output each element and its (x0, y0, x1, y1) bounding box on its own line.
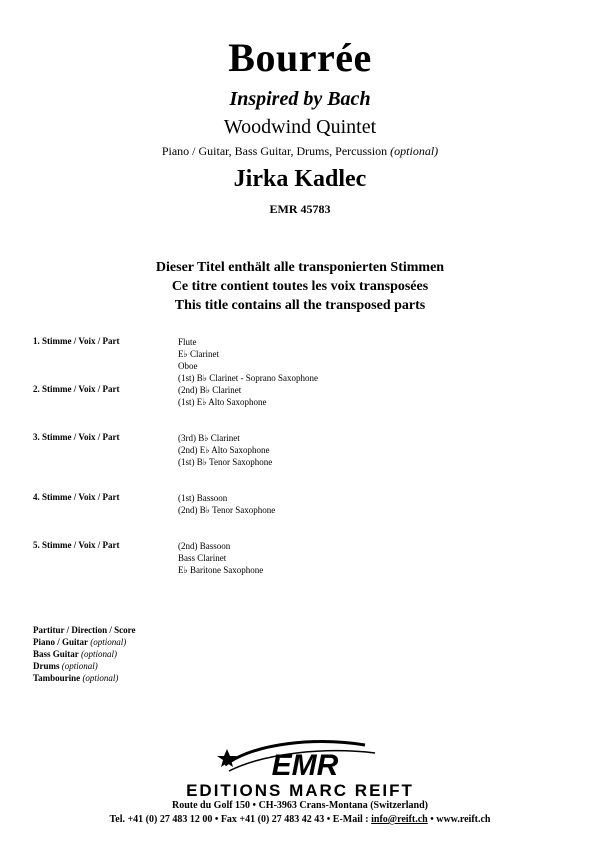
publisher-contact (0, 814, 600, 825)
website-link[interactable]: • www.reift.ch (427, 814, 491, 825)
part-label: 2. Stimme / Voix / Part (33, 384, 120, 394)
instrument: E♭ Clarinet (178, 349, 219, 359)
part-row (33, 336, 573, 384)
part-label: 1. Stimme / Voix / Part (33, 336, 120, 346)
subtitle: Inspired by Bach (229, 88, 371, 110)
instrument: E♭ Baritone Saxophone (178, 565, 264, 575)
parts-list (33, 336, 573, 588)
publisher-name: EDITIONS MARC REIFT (186, 781, 414, 800)
extra-item (33, 660, 135, 672)
extra-note: (optional) (82, 673, 119, 683)
part-instruments (178, 540, 263, 576)
notice-english: This title contains all the transposed parts (174, 298, 426, 313)
notice-french: Ce titre contient toutes les voix transposées (171, 279, 429, 294)
instrument: Flute (178, 337, 197, 347)
notice-german: Dieser Titel enthält alle transponierten Stimmen (155, 260, 445, 275)
part-instruments (178, 336, 318, 384)
instrumentation (0, 144, 600, 159)
extra-item (33, 624, 135, 636)
extra-item (33, 672, 135, 684)
extra-name: Partitur / Direction / Score (33, 625, 136, 635)
part-label: 4. Stimme / Voix / Part (33, 492, 120, 502)
instrument: (2nd) E♭ Alto Saxophone (178, 445, 270, 455)
instrumentation-list: Piano / Guitar, Bass Guitar, Drums, Percussion (161, 144, 388, 158)
part-instruments (178, 384, 267, 408)
extra-name: Bass Guitar (33, 649, 79, 659)
extra-note: (optional) (90, 637, 127, 647)
instrument: (3rd) B♭ Clarinet (178, 433, 240, 443)
part-label: 5. Stimme / Voix / Part (33, 540, 120, 550)
instrument: (1st) B♭ Clarinet - Soprano Saxophone (178, 373, 318, 383)
part-row (33, 540, 573, 588)
part-row (33, 492, 573, 540)
instrument: Bass Clarinet (178, 553, 227, 563)
svg-text:EMR: EMR (271, 749, 339, 782)
extra-name: Tambourine (33, 673, 81, 683)
part-row (33, 384, 573, 432)
extras-list (33, 624, 135, 684)
contact-phone-fax: Tel. +41 (0) 27 483 12 00 • Fax +41 (0) 27 483 42 43 • E-Mail : (109, 814, 372, 825)
catalog-number: EMR 45783 (269, 202, 331, 216)
instrument: (1st) B♭ Tenor Saxophone (178, 457, 273, 467)
instrument: (2nd) B♭ Tenor Saxophone (178, 505, 276, 515)
extra-name: Drums (33, 661, 60, 671)
ensemble: Woodwind Quintet (223, 116, 377, 138)
instrumentation-note: (optional) (390, 144, 439, 158)
part-label: 3. Stimme / Voix / Part (33, 432, 120, 442)
email-link[interactable]: info@reift.ch (371, 814, 428, 825)
instrument: Oboe (178, 361, 198, 371)
instrument: (2nd) B♭ Clarinet (178, 385, 242, 395)
extra-note: (optional) (61, 661, 98, 671)
instrument: (1st) Bassoon (178, 493, 228, 503)
extra-note: (optional) (81, 649, 118, 659)
publisher-address: Route du Golf 150 • CH-3963 Crans-Montana (Switzerland) (172, 800, 428, 811)
extra-name: Piano / Guitar (33, 637, 89, 647)
extra-item (33, 636, 135, 648)
page-title: Bourrée (228, 35, 372, 80)
extra-item (33, 648, 135, 660)
transposed-notice (0, 258, 600, 315)
part-instruments (178, 432, 272, 468)
part-row (33, 432, 573, 492)
emr-logo (205, 735, 395, 783)
instrument: (1st) E♭ Alto Saxophone (178, 397, 267, 407)
instrument: (2nd) Bassoon (178, 541, 231, 551)
composer: Jirka Kadlec (233, 166, 367, 192)
part-instruments (178, 492, 275, 516)
